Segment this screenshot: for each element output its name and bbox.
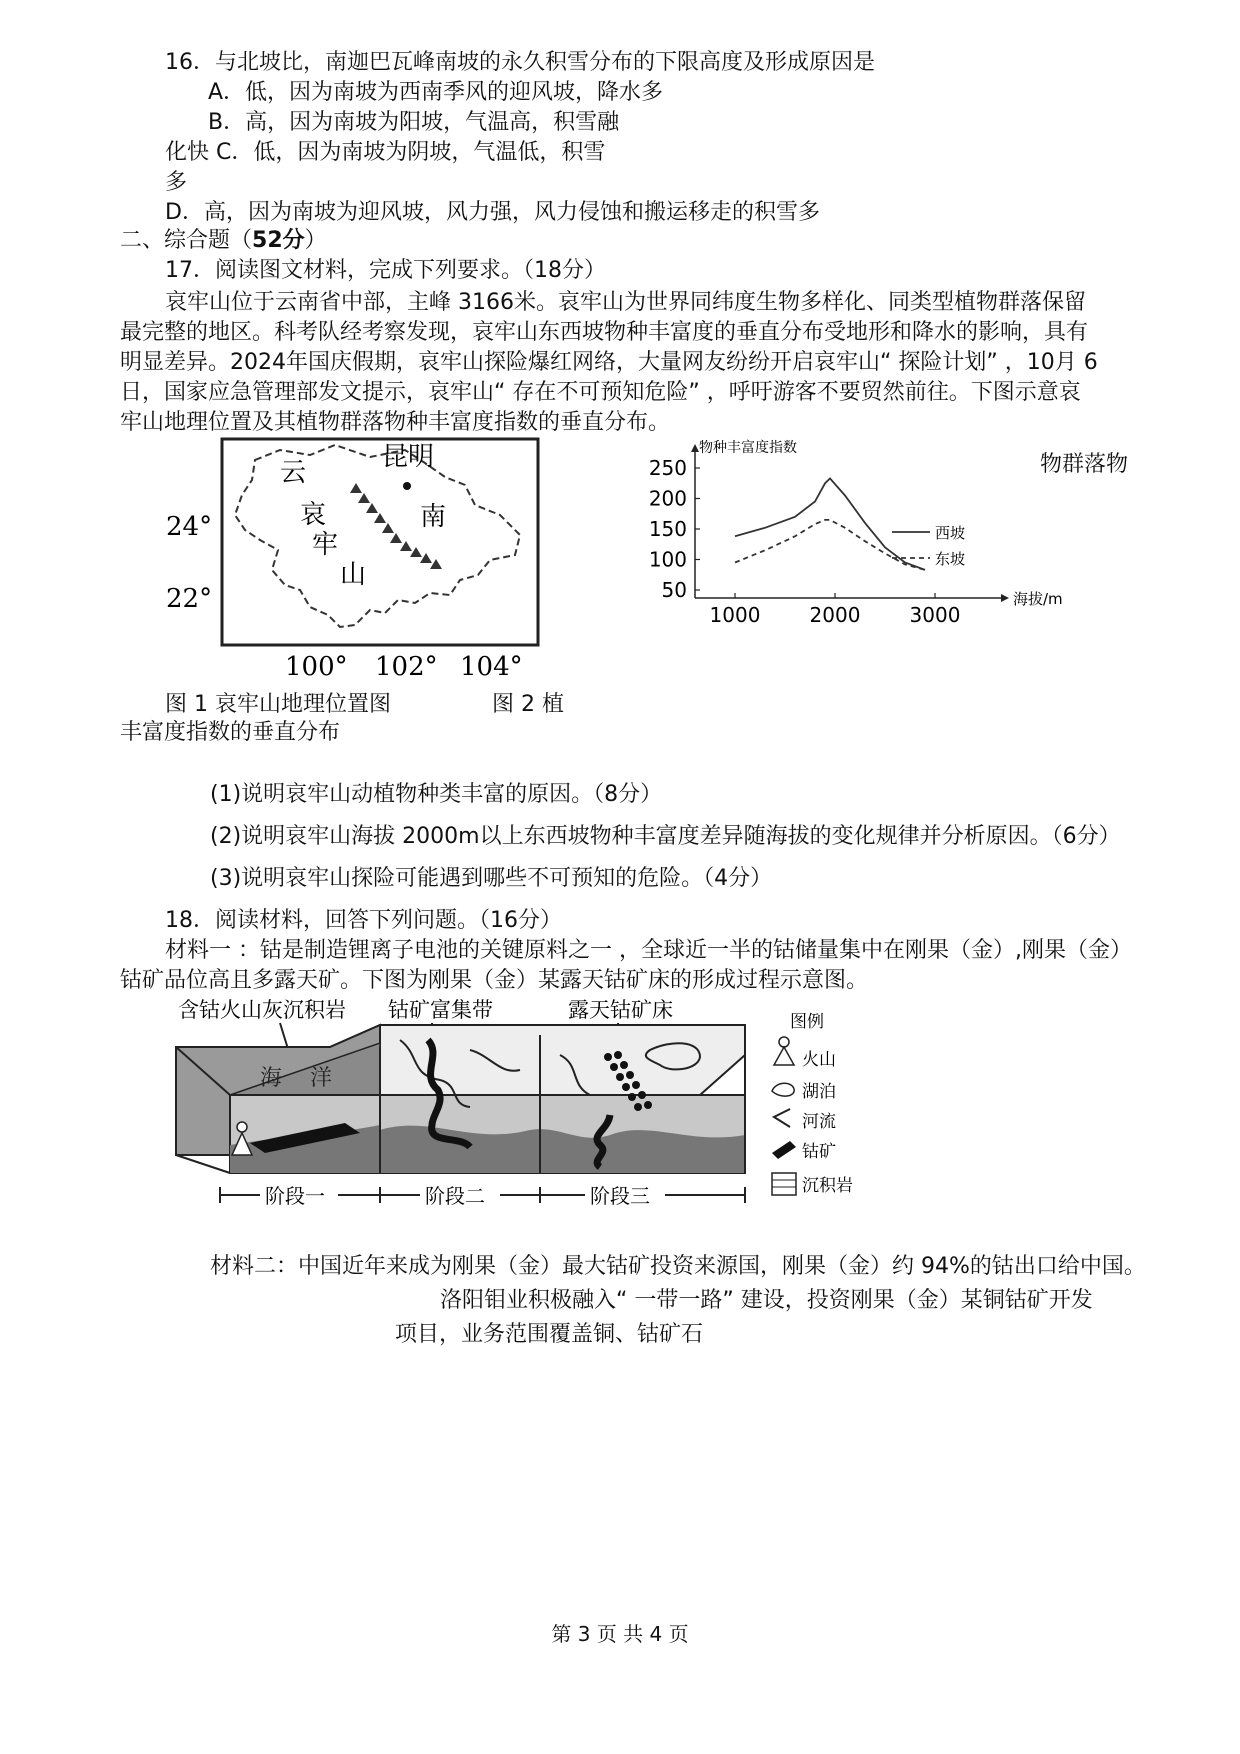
q17-sub-question: (1)说明哀牢山动植物种类丰富的原因。（8分）: [210, 782, 663, 807]
q17-stem: 17．阅读图文材料，完成下列要求。（18分）: [165, 258, 606, 283]
q17-para-line: 日，国家应急管理部发文提示，哀牢山“ 存在不可预知危险” ，呼吁游客不要贸然前往。下图示意哀: [120, 380, 1081, 405]
x-axis-arrow: [1001, 594, 1009, 602]
q18-material-2-cont: 洛阳钼业积极融入“ 一带一路” 建设，投资刚果（金）某铜钴矿开发: [440, 1288, 1093, 1313]
q17-sub-question: (2)说明哀牢山海拔 2000m以上东西坡物种丰富度差异随海拔的变化规律并分析原因。（6分）: [210, 824, 1121, 849]
label-cobalt-enrichment-zone: 钴矿富集带: [388, 998, 493, 1022]
legend-title: 图例: [790, 1012, 824, 1032]
sedimentary-rock-icon: [772, 1173, 796, 1195]
stage-label: 阶段一: [265, 1184, 325, 1208]
q18-material-1-cont: 钴矿品位高且多露天矿。下图为刚果（金）某露天钴矿床的形成过程示意图。: [120, 968, 869, 993]
series-line-west-slope: [735, 478, 925, 570]
map-label: 哀: [300, 500, 327, 530]
q16-option-b: B．高，因为南坡为阳坡，气温高，积雪融: [208, 110, 620, 135]
label-volcanic-ash-rock: 含钴火山灰沉积岩: [178, 998, 346, 1022]
map-label: 云: [280, 458, 307, 488]
legend-item: 湖泊: [802, 1082, 836, 1102]
q18-material-2-cont: 项目，业务范围覆盖铜、钴矿石: [395, 1322, 704, 1347]
q17-sub-question: (3)说明哀牢山探险可能遇到哪些不可预知的危险。（4分）: [210, 866, 773, 891]
stage-label: 阶段三: [590, 1184, 650, 1208]
ocean-label: 洋: [310, 1066, 333, 1091]
chart-series: [735, 478, 925, 570]
q17-para-line: 哀牢山位于云南省中部，主峰 3166米。哀牢山为世界同纬度生物多样化、同类型植物群落保留: [165, 290, 1086, 315]
legend-item: 火山: [802, 1050, 836, 1070]
x-tick-label: 2000: [809, 603, 861, 627]
lon-label: 104°: [460, 652, 523, 682]
legend-item: 沉积岩: [802, 1176, 853, 1196]
q16-option-d: D．高，因为南坡为迎风坡，风力强，风力侵蚀和搬运移走的积雪多: [165, 200, 820, 225]
x-tick-label: 3000: [909, 603, 961, 627]
map-frame: [222, 439, 538, 645]
q17-para-line: 最完整的地区。科考队经考察发现，哀牢山东西坡物种丰富度的垂直分布受地形和降水的影响，具有: [120, 320, 1089, 345]
q16-option-a: A．低，因为南坡为西南季风的迎风坡，降水多: [208, 80, 664, 105]
y-axis-arrow: [691, 444, 699, 452]
legend-item: 河流: [802, 1112, 836, 1132]
q18-material-2: 材料二：中国近年来成为刚果（金）最大钴矿投资来源国，刚果（金）约 94%的钴出口给中国。: [210, 1254, 1146, 1279]
lat-label: 24°: [166, 512, 213, 542]
cobalt-formation-diagram: [170, 995, 870, 1235]
river-icon: [774, 1109, 790, 1127]
q18-material-1: 材料一 ：钴是制造锂离子电池的关键原料之一 ，全球近一半的钴储量集中在刚果（金）,刚果（金）: [165, 938, 1132, 963]
chart-axes: [649, 439, 1063, 627]
label-open-pit-deposit: 露天钴矿床: [568, 998, 673, 1022]
y-axis-label: 物种丰富度指数: [699, 440, 797, 456]
lon-label: 100°: [285, 652, 348, 682]
x-axis-label: 海拔/m: [1013, 590, 1063, 608]
legend-item: 钴矿: [802, 1142, 836, 1162]
x-tick-label: 1000: [709, 603, 761, 627]
cobalt-ore-icon: [772, 1141, 796, 1159]
figure-2-caption-cont: 丰富度指数的垂直分布: [120, 720, 341, 745]
kunming-dot: [403, 482, 411, 490]
location-map: [160, 435, 550, 685]
species-richness-chart: [640, 440, 1063, 685]
chart-title-right: 物群落物: [1040, 452, 1129, 477]
map-label-kunming: 昆明: [382, 442, 435, 472]
section-2-heading: 二、综合题（52分）: [120, 228, 327, 253]
page-footer: 第 3 页 共 4 页: [551, 1622, 689, 1646]
ocean-label: 海: [260, 1066, 283, 1091]
q17-para-line: 牢山地理位置及其植物群落物种丰富度指数的垂直分布。: [120, 410, 671, 435]
q16-option-c: 化快 C．低，因为南坡为阴坡，气温低，积雪: [165, 140, 606, 165]
q18-stem: 18．阅读材料，回答下列问题。（16分）: [165, 908, 562, 933]
y-tick-label: 50: [661, 578, 687, 602]
map-label: 牢: [312, 530, 339, 560]
y-tick-label: 200: [648, 486, 687, 511]
map-label: 山: [340, 560, 367, 590]
yunnan-border: [235, 445, 520, 627]
legend-label: 西坡: [935, 524, 966, 542]
lat-label: 22°: [166, 584, 213, 614]
figure-2-caption: 图 2 植: [492, 692, 564, 717]
q17-para-line: 明显差异。2024年国庆假期，哀牢山探险爆红网络，大量网友纷纷开启哀牢山“ 探险计划” ，10月 6: [120, 350, 1098, 375]
y-tick-label: 250: [648, 456, 687, 480]
map-label: 南: [420, 502, 447, 532]
q16-stem: 16．与北坡比，南迦巴瓦峰南坡的永久积雪分布的下限高度及形成原因是: [165, 50, 875, 75]
y-tick-label: 100: [648, 547, 687, 572]
lake-icon: [772, 1083, 794, 1096]
lon-label: 102°: [375, 652, 438, 682]
volcano-icon: [774, 1047, 794, 1065]
q16-option-c-cont: 多: [165, 170, 188, 195]
y-tick-label: 150: [648, 517, 687, 541]
legend-label: 东坡: [935, 550, 966, 568]
figure-1-caption: 图 1 哀牢山地理位置图: [165, 692, 391, 717]
stage-label: 阶段二: [425, 1184, 485, 1208]
